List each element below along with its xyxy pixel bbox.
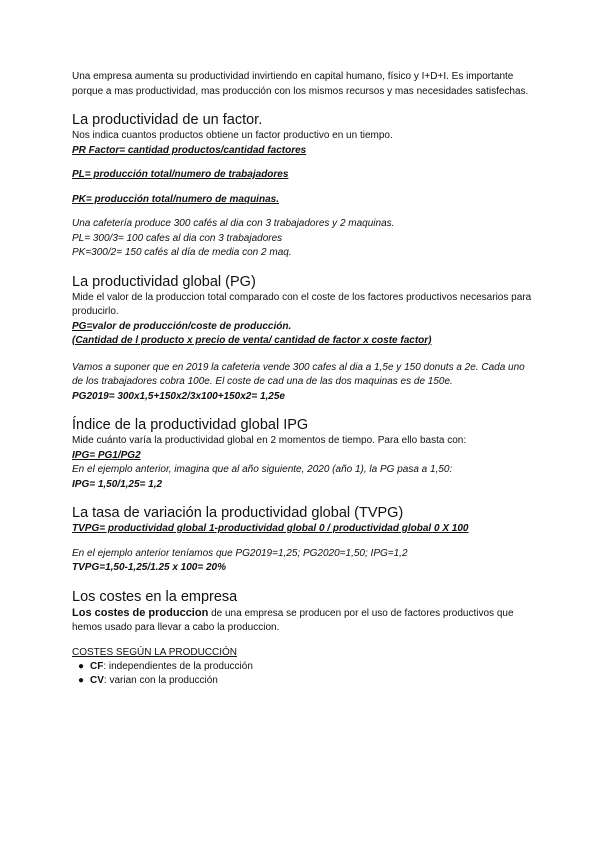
costes-lead: [72, 606, 532, 636]
cost-text: : independientes de la producción: [103, 661, 253, 672]
tvpg-result: TVPG=1,50-1,25/1.25 x 100= 20%: [72, 562, 226, 573]
bullet-icon: ●: [78, 675, 85, 686]
list-item: [72, 660, 532, 674]
ipg-formula: IPG= PG1/PG2: [72, 449, 141, 461]
intro-paragraph: Una empresa aumenta su productividad invirtiendo en capital humano, físico y I+D+I. Es importante porque a mas productividad, mas producción con los mismos recursos y mas necesidades satisfechas.: [72, 71, 529, 97]
formula-pk: PK= producción total/numero de maquinas.: [72, 193, 279, 205]
cost-text: : varian con la producción: [103, 675, 218, 686]
formula-pl: PL= producción total/numero de trabajadores: [72, 169, 289, 180]
cost-key: CF: [90, 661, 104, 672]
factor-description: Nos indica cuantos productos obtiene un factor productivo en un tiempo.: [72, 130, 393, 141]
tvpg-formula: TVPG= productividad global 1-productividad global 0 / productividad global 0 X 100: [72, 523, 469, 534]
heading-costes-empresa: Los costes en la empresa: [72, 588, 238, 605]
formula-pr-factor: PR Factor= cantidad productos/cantidad factores: [72, 144, 307, 156]
document-page: [72, 70, 532, 688]
pg-example: Vamos a suponer que en 2019 la cafeteria vende 300 cafes al dia a 1,5e y 150 donuts a 2e. Cada uno de los trabajadores cobra 100e. El coste de cad una de las dos maquinas es de 150e.: [72, 361, 525, 387]
factor-example-line-3: PK=300/2= 150 cafés al día de media con 2 maq.: [72, 247, 292, 258]
pg-formula-rest: valor de producción/coste de producción.: [92, 320, 292, 332]
pg-formula-detail: (Cantidad de l producto x precio de venta/ cantidad de factor x coste factor): [72, 335, 432, 346]
pg-description: Mide el valor de la produccion total comparado con el coste de los factores productivos necesarios para producirlo.: [72, 291, 532, 317]
tvpg-example: En el ejemplo anterior teníamos que PG2019=1,25; PG2020=1,50; IPG=1,2: [72, 547, 408, 559]
heading-tasa-variacion: La tasa de variación la productividad global (TVPG): [72, 505, 404, 521]
heading-indice-productividad: Índice de la productividad global IPG: [72, 417, 309, 433]
ipg-description: Mide cuánto varía la productividad global en 2 momentos de tiempo. Para ello basta con:: [72, 435, 467, 446]
heading-productividad-global: La productividad global (PG): [72, 273, 256, 290]
costes-lead-rest: de una empresa se producen por el uso de factores productivos que hemos usado para llevar a cabo la produccion.: [72, 607, 514, 633]
pg-formula-label: PG=: [72, 320, 93, 332]
bullet-icon: ●: [78, 661, 85, 672]
heading-productividad-factor: La productividad de un factor.: [72, 112, 263, 128]
costes-lead-bold: Los costes de produccion: [72, 606, 209, 619]
factor-example-line-1: Una cafetería produce 300 cafés al dia con 3 trabajadores y 2 maquinas.: [72, 218, 395, 229]
factor-example-line-2: PL= 300/3= 100 cafes al dia con 3 trabajadores: [72, 232, 283, 244]
ipg-example: En el ejemplo anterior, imagina que al año siguiente, 2020 (año 1), la PG pasa a 1,50:: [72, 464, 453, 475]
costes-list: [72, 660, 532, 688]
cost-key: CV: [90, 675, 104, 686]
costes-subheading: COSTES SEGÚN LA PRODUCCIÓN: [72, 646, 238, 658]
list-item: [72, 674, 532, 688]
pg-formula: [72, 320, 532, 335]
ipg-result: IPG= 1,50/1,25= 1,2: [72, 478, 163, 490]
pg-result: PG2019= 300x1,5+150x2/3x100+150x2= 1,25e: [72, 390, 285, 402]
